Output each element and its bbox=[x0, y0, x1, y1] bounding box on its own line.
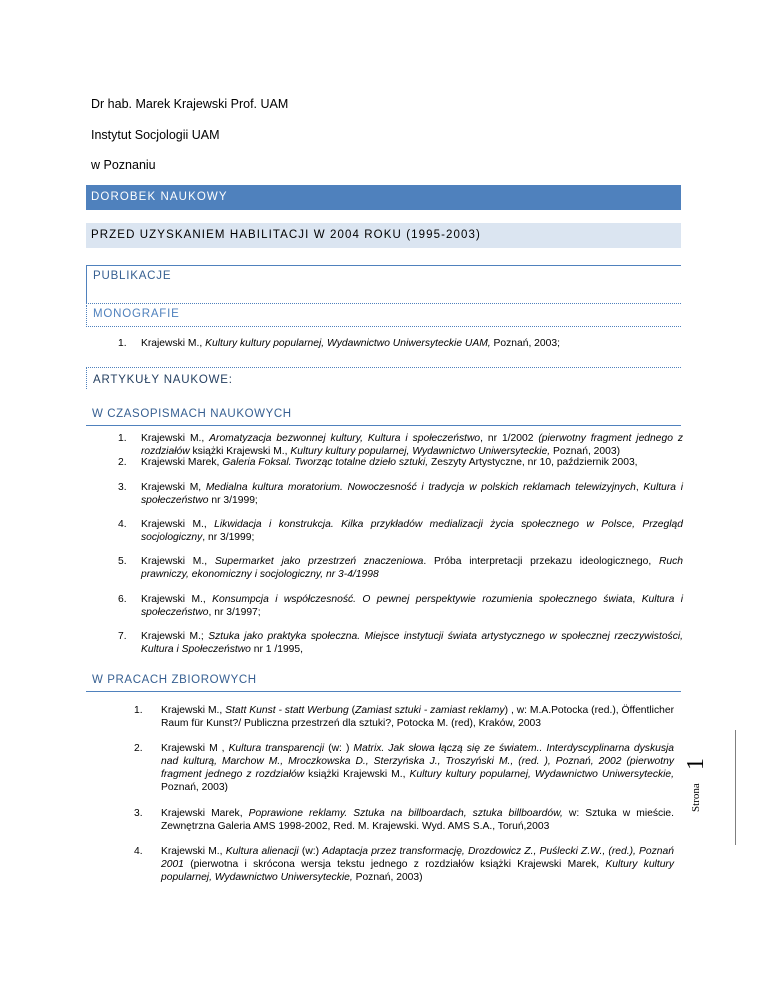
author-name: Dr hab. Marek Krajewski Prof. UAM bbox=[91, 97, 289, 111]
list-item bbox=[134, 704, 674, 730]
item-number: 1. bbox=[118, 433, 127, 444]
heading-prace-zbiorowe: W PRACACH ZBIOROWYCH bbox=[86, 674, 681, 692]
item-text: Krajewski Marek, Galeria Foksal. Tworząc totalne dzieło sztuki, Zeszyty Artystyczne, nr 10, październik 2003, bbox=[141, 457, 638, 468]
list-item bbox=[118, 593, 683, 619]
heading-czasopisma: W CZASOPISMACH NAUKOWYCH bbox=[86, 408, 681, 426]
item-number: 3. bbox=[118, 482, 127, 493]
heading-monografie: MONOGRAFIE bbox=[86, 305, 681, 327]
heading-dorobek-naukowy: DOROBEK NAUKOWY bbox=[86, 185, 681, 210]
item-number: 6. bbox=[118, 594, 127, 605]
item-number: 5. bbox=[118, 556, 127, 567]
list-item bbox=[118, 555, 683, 581]
item-number: 3. bbox=[134, 808, 143, 819]
item-number: 2. bbox=[134, 743, 143, 754]
list-item bbox=[118, 518, 683, 544]
item-text: Krajewski M., Supermarket jako przestrzeń znaczeniowa. Próba interpretacji przekazu ideologicznego, Ruch prawniczy, ekonomiczny i socjologiczny, nr 3-4/1998 bbox=[141, 556, 683, 580]
strona-text: Strona bbox=[690, 783, 702, 812]
item-text: Krajewski M., Kultury kultury popularnej, Wydawnictwo Uniwersyteckie UAM, Poznań, 2003; bbox=[141, 338, 560, 349]
page-number: 1 bbox=[683, 758, 709, 770]
item-number: 1. bbox=[134, 705, 143, 716]
heading-publikacje: PUBLIKACJE bbox=[86, 265, 681, 304]
heading-artykuly-naukowe: ARTYKUŁY NAUKOWE: bbox=[86, 367, 681, 389]
list-item bbox=[118, 337, 683, 351]
list-item bbox=[118, 456, 683, 470]
item-text: Krajewski M, Medialna kultura moratorium. Nowoczesność i tradycja w polskich reklamach telewizyjnych, Kultura i społeczeństwo nr 3/1999; bbox=[141, 482, 683, 506]
item-number: 2. bbox=[118, 457, 127, 468]
list-item bbox=[118, 630, 683, 656]
list-item bbox=[118, 432, 683, 458]
page-number-label bbox=[680, 727, 709, 847]
list-item bbox=[134, 845, 674, 885]
list-item bbox=[134, 807, 674, 833]
item-text: Krajewski M., Kultura alienacji (w:) Adaptacja przez transformację, Drozdowicz Z., Puślecki Z.W., (red.), Poznań 2001 (pierwotna i skrócona wersja tekstu jednego z rozdziałów książki Krajewski Marek, Kultury kultury popularnej, Wydawnictwo Uniwersyteckie, Poznań, 2003) bbox=[161, 846, 674, 883]
item-text: Krajewski M., Konsumpcja i współczesność. O pewnej perspektywie rozumienia społecznego świata, Kultura i społeczeństwo, nr 3/1997; bbox=[141, 594, 683, 618]
list-item bbox=[118, 481, 683, 507]
item-number: 1. bbox=[118, 338, 127, 349]
institute-name: Instytut Socjologii UAM bbox=[91, 128, 220, 142]
heading-przed-habilitacja: PRZED UZYSKANIEM HABILITACJI W 2004 ROKU (1995-2003) bbox=[86, 223, 681, 248]
item-number: 7. bbox=[118, 631, 127, 642]
item-text: Krajewski Marek, Poprawione reklamy. Sztuka na billboardach, sztuka billboardów, w: Sztuka w mieście. Zewnętrzna Galeria AMS 1998-2002, Red. M. Krajewski. Wyd. AMS S.A., Toruń,2003 bbox=[161, 808, 675, 832]
list-item bbox=[134, 742, 674, 794]
item-text: Krajewski M.; Sztuka jako praktyka społeczna. Miejsce instytucji świata artystycznego w społecznej rzeczywistości, Kultura i Społeczeństwo nr 1 /1995, bbox=[141, 631, 683, 655]
item-text: Krajewski M , Kultura transparencji (w: ) Matrix. Jak słowa łączą się ze światem.. Interdyscyplinarna dyskusja nad kulturą, Marchow M., Mroczkowska D., Sterzyńska J., Troszyński M., (red. ), Poznań, 2002 (pierwotny fragment jednego z rozdziałów książki Krajewski M., Kultury kultury popularnej, Wydawnictwo Uniwersyteckie, Poznań, 2003) bbox=[161, 743, 674, 793]
item-number: 4. bbox=[118, 519, 127, 530]
item-text: Krajewski M., Aromatyzacja bezwonnej kultury, Kultura i społeczeństwo, nr 1/2002 (pierwotny fragment jednego z rozdziałów książki Krajewski M., Kultury kultury popularnej, Wydawnictwo Uniwersyteckie, Poznań, 2003) bbox=[141, 433, 683, 457]
footer-divider bbox=[735, 730, 736, 845]
city-name: w Poznaniu bbox=[91, 158, 156, 172]
item-number: 4. bbox=[134, 846, 143, 857]
item-text: Krajewski M., Likwidacja i konstrukcja. Kilka przykładów medializacji życia społecznego w Polsce, Przegląd socjologiczny, nr 3/1999; bbox=[141, 519, 683, 543]
item-text: Krajewski M., Statt Kunst - statt Werbung (Zamiast sztuki - zamiast reklamy) , w: M.A.Potocka (red.), Öffentlicher Raum für Kunst?/ Publiczna przestrzeń dla sztuki?, Potocka M. (red), Kraków, 2003 bbox=[161, 705, 674, 729]
